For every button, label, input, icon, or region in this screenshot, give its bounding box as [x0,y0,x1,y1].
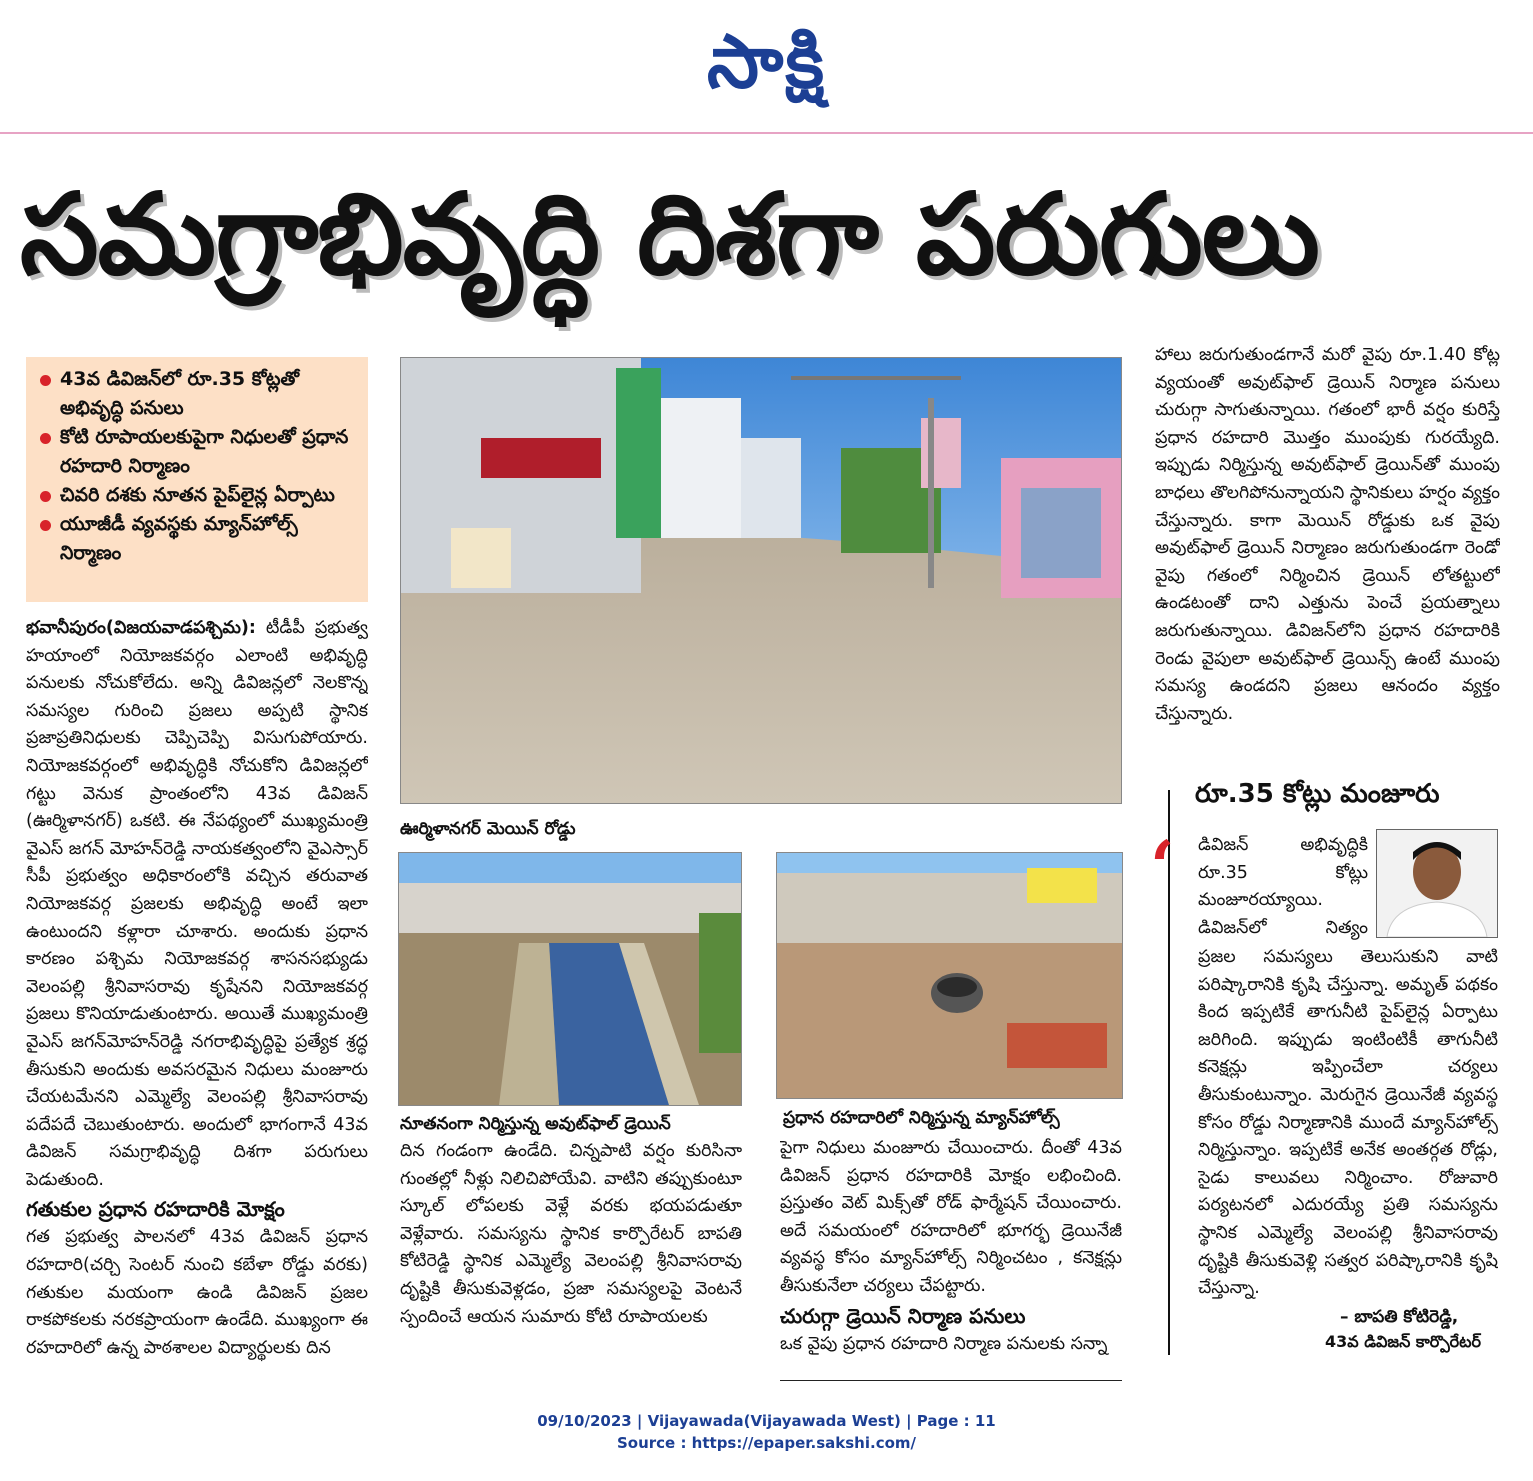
highlight-item: 43వ డివిజన్‌లో రూ.35 కోట్లతో అభివృద్ధి పనులు [36,365,358,423]
dateline: భవానీపురం(విజయవాడపశ్చిమ): [26,618,256,638]
portrait-image [1377,830,1497,937]
highlight-item: కోటి రూపాయలకుపైగా నిధులతో ప్రధాన రహదారి నిర్మాణం [36,423,358,481]
bottom-rule [780,1380,1122,1381]
photo-drain-caption: నూతనంగా నిర్మిస్తున్న అవుట్‌ఫాల్ డ్రెయిన్ [400,1114,671,1134]
quote-icon: ‘ [1150,825,1175,908]
column-1-body: భవానీపురం(విజయవాడపశ్చిమ): టీడీపీ ప్రభుత్వ హయాంలో నియోజకవర్గం ఎలాంటి అభివృద్ధి పనులకు నోచుకోలేదు. అన్ని డివిజన్లలో నెలకొన్న సమస్యల గురించి ప్రజలు అప్పటి స్థానిక ప్రజాప్రతినిధులకు చెప్పిచెప్పి విసుగుపోయారు. నియోజకవర్గంలో అభివృద్ధికి నోచుకోని డివిజన్లలో గట్టు వెనుక ప్రాంతంలోని 43వ డివిజన్ (ఊర్మిళానగర్) ఒకటి. ఈ నేపథ్యంలో ముఖ్యమంత్రి వైఎస్ జగన్ మోహన్‌రెడ్డి నాయకత్వంలోని వైఎస్సార్ సీపీ ప్రభుత్వం అధికారంలోకి వచ్చిన తరువాత నియోజకవర్గ ప్రజలకు అభివృద్ధి అంటే ఇలా ఉంటుందని కళ్లారా చూశారు. అందుకు ప్రధాన కారణం పశ్చిమ నియోజకవర్గ శాసనసభ్యుడు వెలంపల్లి శ్రీనివాసరావు కృషేనని నియోజకవర్గ ప్రజలు కొనియాడుతుంటారు. అయితే ముఖ్యమంత్రి వైఎస్ జగన్‌మోహన్‌రెడ్డి నగరాభివృద్ధిపై ప్రత్యేక శ్రద్ధ తీసుకుని అందుకు అవసరమైన నిధులు మంజూరు చేయటమేనని ఎమ్మెల్యే వెలంపల్లి శ్రీనివాసరావు పదేపదే చెబుతుంటారు. అందులో భాగంగానే 43వ డివిజన్ సమగ్రాభివృద్ధి దిశగా పరుగులు పెడుతుంది. [26,618,368,1190]
sidebox-quote-narrow: డివిజన్ అభివృద్ధికి రూ.35 కోట్లు మంజూరయ్యాయి. డివిజన్‌లో నిత్యం [1198,835,1368,938]
article-column-2: దిన గండంగా ఉండేది. చిన్నపాటి వర్షం కురిసినా గుంతల్లో నీళ్లు నిలిచిపోయేవి. వాటిని తప్పుకుంటూ స్కూల్ లోపలకు వెళ్లే వరకు భయపడుతూ వెళ్లేవారు. సమస్యను స్థానిక కార్పొరేటర్ బాపతి కోటిరెడ్డి స్థానిక ఎమ్మెల్యే వెలంపల్లి శ్రీనివాసరావు దృష్టికి తీసుకువెళ్లడం, ప్రజా సమస్యలపై వెంటనే స్పందించే ఆయన సుమారు కోటి రూపాయలకు [400,1141,742,1327]
subheading-road: గతుకుల ప్రధాన రహదారికి మోక్షం [26,1197,285,1222]
bullet-icon [40,375,51,386]
column-3-body-2: ఒక వైపు ప్రధాన రహదారి నిర్మాణ పనులకు సన్నా [780,1333,1108,1354]
highlights-list [26,357,368,576]
highlights-box [26,357,368,602]
article-column-3 [780,1135,1122,1380]
attribution-name: – బాపతి కోటిరెడ్డి, [1340,1307,1459,1327]
column-1-body-2: గత ప్రభుత్వ పాలనలో 43వ డివిజన్ ప్రధాన రహదారి(చర్చి సెంటర్ నుంచి కబేళా రోడ్డు వరకు) గతుకుల మయంగా ఉండి డివిజన్ ప్రజల రాకపోకలకు నరకప్రాయంగా ఉండేది. ముఖ్యంగా ఈ రహదారిలో ఉన్న పాఠశాలల విద్యార్థులకు దిన [26,1227,368,1358]
masthead-logo: సాక్షి [707,19,826,105]
subheading-drain: చురుగ్గా డ్రెయిన్ నిర్మాణ పనులు [780,1303,1026,1328]
column-3-body: పైగా నిధులు మంజూరు చేయించారు. దీంతో 43వ డివిజన్ ప్రధాన రహదారికి మోక్షం లభించింది. ప్రస్తుతం వెట్ మిక్స్‌తో రోడ్ ఫార్మేషన్ చేయించారు. అదే సమయంలో రహదారిలో భూగర్భ డ్రెయినేజీ వ్యవస్థ కోసం మ్యాన్‌హోల్స్ నిర్మించటం , కనెక్షన్లు తీసుకునేలా చర్యలు చేపట్టారు. [780,1138,1122,1296]
manhole-scene-image [777,853,1122,1098]
sidebox-title: రూ.35 కోట్లు మంజూరు [1195,779,1440,809]
photo-manholes [776,852,1123,1099]
article-headline: సమగ్రాభివృద్ధి దిశగా పరుగులు [20,170,1319,300]
corporator-photo [1376,829,1498,938]
article-column-4: హాలు జరుగుతుండగానే మరో వైపు రూ.1.40 కోట్ల వ్యయంతో అవుట్‌ఫాల్ డ్రెయిన్ నిర్మాణ పనులు చురుగ్గా సాగుతున్నాయి. గతంలో భారీ వర్షం కురిస్తే ప్రధాన రహదారి మొత్తం ముంపుకు గురయ్యేది. ఇప్పుడు నిర్మిస్తున్న అవుట్‌ఫాల్ డ్రెయిన్‌తో ముంపు బాధలు తొలగిపోనున్నాయని స్థానికులు హర్షం వ్యక్తం చేస్తున్నారు. కాగా మెయిన్ రోడ్డుకు ఒక వైపు అవుట్‌ఫాల్ డ్రెయిన్ నిర్మాణం జరుగుతుండగా రెండో వైపు గతంలో నిర్మించిన డ్రెయిన్ లోతట్టులో ఉండటంతో దాని ఎత్తును పెంచే ప్రయత్నాలు జరుగుతున్నాయి. డివిజన్‌లోని ప్రధాన రహదారికి రెండు వైపులా అవుట్‌ఫాల్ డ్రెయిన్స్ ఉంటే ముంపు సమస్య ఉండదని ప్రజలు ఆనందం వ్యక్తం చేస్తున్నారు. [1155,345,1500,724]
bullet-icon [40,520,51,531]
photo-drain [398,852,742,1106]
highlight-item: యూజీడీ వ్యవస్థకు మ్యాన్‌హోల్స్ నిర్మాణం [36,510,358,568]
photo-manhole-caption: ప్రధాన రహదారిలో నిర్మిస్తున్న మ్యాన్‌హోల్స్ [783,1108,1060,1128]
bullet-icon [40,491,51,502]
road-scene-image [401,358,1121,803]
attribution-role: 43వ డివిజన్ కార్పొరేటర్ [1325,1332,1482,1351]
footer-source: Source : https://epaper.sakshi.com/ [616,1434,916,1452]
photo-main-caption: ఊర్మిళానగర్ మెయిన్ రోడ్డు [400,819,576,839]
masthead-divider [0,132,1533,134]
drain-scene-image [399,853,741,1105]
footer-info: 09/10/2023 | Vijayawada(Vijayawada West) | Page : 11 [537,1412,996,1430]
highlight-item: చివరి దశకు నూతన పైప్‌లైన్ల ఏర్పాటు [36,481,358,510]
bullet-icon [40,433,51,444]
photo-main-road [400,357,1122,804]
article-column-1 [26,615,368,1375]
sidebox-quote: ప్రజల సమస్యలు తెలుసుకుని వాటి పరిష్కారానికి కృషి చేస్తున్నా. అమృత్ పథకం కింద ఇప్పటికే తాగునీటి పైప్‌లైన్ల ఏర్పాటు జరిగింది. ఇప్పుడు ఇంటింటికీ తాగునీటి కనెక్షన్లు ఇప్పించేలా చర్యలు తీసుకుంటున్నాం. మెరుగైన డ్రెయినేజీ వ్యవస్థ కోసం రోడ్డు నిర్మాణానికి ముందే మ్యాన్‌హోల్స్ నిర్మిస్తున్నాం. ఇప్పటికే అనేక అంతర్గత రోడ్లు, సైడు కాలువలు నిర్మించాం. రోజువారి పర్యటనలో ఎదురయ్యే ప్రతి సమస్యను స్థానిక ఎమ్మెల్యే వెలంపల్లి శ్రీనివాసరావు దృష్టికి తీసుకువెళ్లి సత్వర పరిష్కారానికి కృషి చేస్తున్నా. [1198,947,1498,1299]
